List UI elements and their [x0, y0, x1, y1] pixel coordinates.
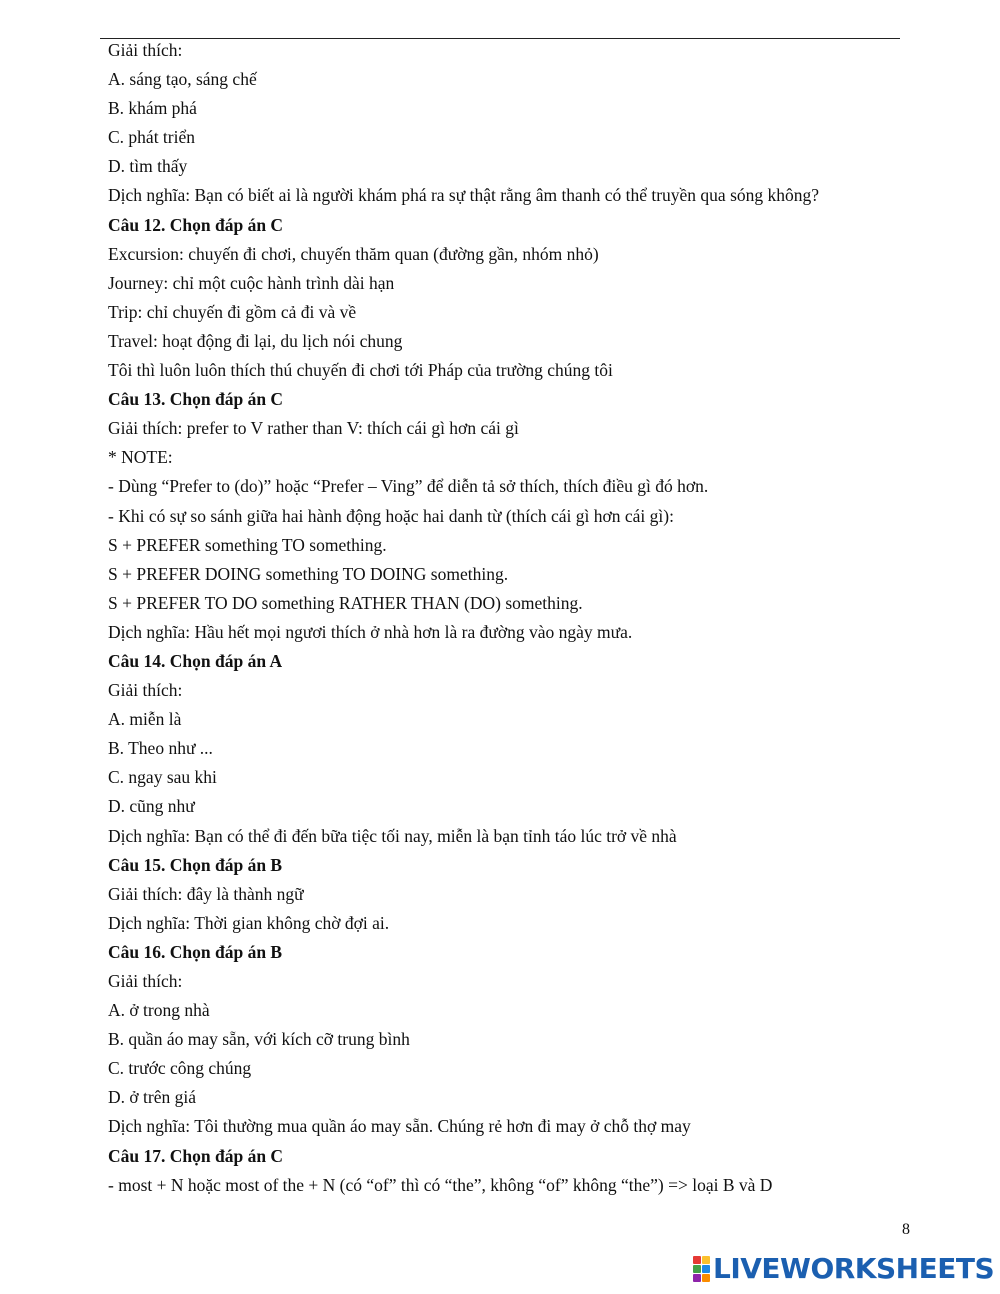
text-line: Dịch nghĩa: Bạn có biết ai là người khám phá ra sự thật rằng âm thanh có thể truyền qua sóng không? [108, 185, 820, 206]
text-line: Dịch nghĩa: Hầu hết mọi ngươi thích ở nhà hơn là ra đường vào ngày mưa. [108, 621, 633, 642]
text-line: A. sáng tạo, sáng chế [108, 69, 257, 90]
question-heading: Câu 17. Chọn đáp án C [108, 1145, 284, 1166]
text-line: Dịch nghĩa: Thời gian không chờ đợi ai. [108, 912, 390, 933]
text-line: Trip: chỉ chuyến đi gồm cả đi và về [108, 301, 357, 322]
liveworksheets-logo[interactable] [693, 1254, 994, 1284]
text-line: Giải thích: [108, 40, 183, 60]
text-line: A. ở trong nhà [108, 1000, 210, 1021]
document-body [108, 36, 908, 1200]
text-line: Excursion: chuyến đi chơi, chuyến thăm quan (đường gần, nhóm nhỏ) [108, 243, 599, 264]
question-heading: Câu 13. Chọn đáp án C [108, 389, 284, 410]
page-number: 8 [902, 1221, 910, 1238]
logo-square [693, 1274, 701, 1282]
text-line: Giải thích: đây là thành ngữ [108, 883, 304, 904]
text-line: Travel: hoạt động đi lại, du lịch nói chung [108, 330, 403, 351]
text-line: D. ở trên giá [108, 1087, 196, 1108]
text-line: - most + N hoặc most of the + N (có “of” thì có “the”, không “of” không “the”) => loại B và D [108, 1174, 773, 1195]
text-line: A. miễn là [108, 709, 182, 730]
question-heading: Câu 15. Chọn đáp án B [108, 854, 283, 875]
logo-text: LIVEWORKSHEETS [713, 1252, 995, 1285]
logo-square [702, 1274, 710, 1282]
text-line: B. Theo như ... [108, 738, 213, 759]
text-line: - Khi có sự so sánh giữa hai hành động hoặc hai danh từ (thích cái gì hơn cái gì): [108, 505, 674, 526]
text-line: Giải thích: prefer to V rather than V: thích cái gì hơn cái gì [108, 418, 519, 439]
logo-square [702, 1265, 710, 1273]
liveworksheets-logo-icon [693, 1256, 710, 1282]
question-heading: Câu 12. Chọn đáp án C [108, 214, 284, 235]
text-line: D. cũng như [108, 796, 195, 817]
text-line: B. khám phá [108, 98, 197, 119]
text-line: S + PREFER DOING something TO DOING something. [108, 563, 509, 584]
text-line: Giải thích: [108, 680, 183, 701]
question-heading: Câu 14. Chọn đáp án A [108, 650, 283, 671]
text-line: * NOTE: [108, 447, 173, 468]
text-line: B. quần áo may sẵn, với kích cỡ trung bình [108, 1029, 410, 1050]
logo-square [702, 1256, 710, 1264]
text-line: Giải thích: [108, 971, 183, 991]
text-line: C. trước công chúng [108, 1058, 252, 1079]
text-line: Dịch nghĩa: Tôi thường mua quần áo may sẵn. Chúng rẻ hơn đi may ở chỗ thợ may [108, 1116, 691, 1137]
text-line: Dịch nghĩa: Bạn có thể đi đến bữa tiệc tối nay, miễn là bạn tỉnh táo lúc trở về nhà [108, 825, 677, 846]
text-line: C. ngay sau khi [108, 767, 217, 788]
text-line: D. tìm thấy [108, 156, 188, 177]
text-line: S + PREFER TO DO something RATHER THAN (DO) something. [108, 592, 583, 613]
logo-square [693, 1256, 701, 1264]
text-line: - Dùng “Prefer to (do)” hoặc “Prefer – Ving” để diễn tả sở thích, thích điều gì đó hơn. [108, 476, 709, 497]
question-heading: Câu 16. Chọn đáp án B [108, 941, 283, 962]
text-line: C. phát triển [108, 127, 195, 148]
logo-square [693, 1265, 701, 1273]
text-line: Journey: chỉ một cuộc hành trình dài hạn [108, 272, 395, 293]
text-line: S + PREFER something TO something. [108, 534, 387, 555]
text-line: Tôi thì luôn luôn thích thú chuyến đi chơi tới Pháp của trường chúng tôi [108, 360, 613, 381]
